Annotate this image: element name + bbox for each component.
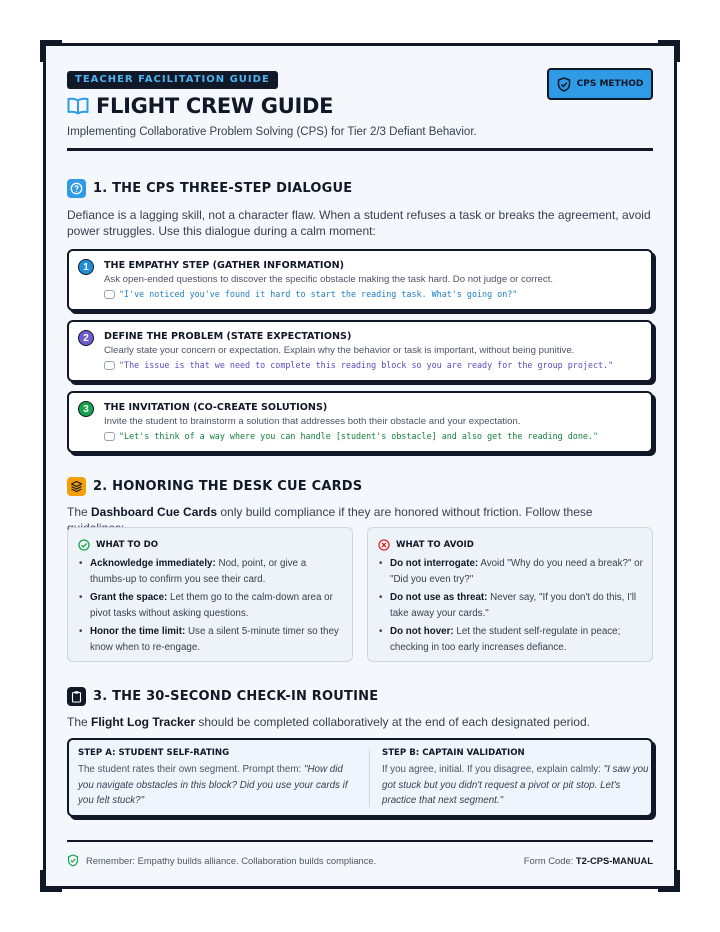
item-text: Nod, point, or give a thumbs-up to confirm you see their card. bbox=[90, 558, 307, 585]
intro-text: The bbox=[67, 505, 92, 519]
step-a-body: The student rates their own segment. Prompt them: bbox=[78, 764, 304, 775]
section-1-heading bbox=[67, 179, 352, 198]
section-3-heading bbox=[67, 687, 378, 706]
form-code-label: Form Code: bbox=[523, 855, 576, 866]
what-to-do-card bbox=[67, 527, 353, 662]
item-text: Let them go to the calm-down area or pivot tasks without asking questions. bbox=[90, 592, 333, 619]
what-to-avoid-heading bbox=[378, 539, 474, 551]
step-title: THE INVITATION (CO-CREATE SOLUTIONS) bbox=[104, 402, 328, 413]
item-text: Use a silent 5-minute timer so they know when to re-engage. bbox=[90, 626, 339, 653]
frame-corner bbox=[658, 40, 680, 62]
footer-divider bbox=[67, 840, 653, 842]
check-in-steps-box bbox=[67, 738, 653, 817]
what-to-avoid-card bbox=[367, 527, 653, 662]
guide-page bbox=[43, 43, 677, 889]
frame-corner bbox=[40, 40, 62, 62]
section-2-heading bbox=[67, 477, 362, 496]
intro-text: only build compliance if they are honored without friction. Follow these bbox=[220, 505, 593, 519]
form-code bbox=[524, 855, 653, 866]
step-quote bbox=[104, 431, 598, 441]
section-1-intro: Defiance is a lagging skill, not a character flaw. When a student refuses a task or breaks the agreement, avoid power struggles. Use this dialogue during a calm moment: bbox=[67, 208, 651, 238]
step-card-define bbox=[67, 320, 653, 382]
shield-check-icon bbox=[67, 854, 79, 867]
step-quote-text: "I've noticed you've found it hard to start the reading task. What's going on?" bbox=[119, 289, 518, 299]
clipboard-icon bbox=[67, 687, 86, 706]
step-title: DEFINE THE PROBLEM (STATE EXPECTATIONS) bbox=[104, 331, 352, 342]
card-title: WHAT TO DO bbox=[96, 540, 159, 550]
speech-bubble-icon bbox=[104, 361, 115, 370]
intro-bold-term: Flight Log Tracker bbox=[91, 715, 196, 729]
step-quote-text: "Let's think of a way where you can handle [student's obstacle] and also get the reading done." bbox=[119, 431, 599, 441]
step-b-prompt: "I saw you got stuck but you didn't request a pivot or pit stop. Let's practice that next segment." bbox=[382, 764, 649, 807]
guide-tag: TEACHER FACILITATION GUIDE bbox=[67, 71, 278, 89]
shield-check-icon bbox=[557, 77, 571, 92]
intro-text: The bbox=[67, 715, 92, 729]
header-divider bbox=[67, 148, 653, 151]
item-bold: Acknowledge immediately: bbox=[90, 558, 216, 569]
step-b-body: If you agree, initial. If you disagree, explain calmly: bbox=[382, 764, 604, 775]
open-book-icon bbox=[67, 97, 89, 115]
step-b-title: STEP B: CAPTAIN VALIDATION bbox=[382, 748, 525, 758]
badge-label: CPS METHOD bbox=[576, 79, 644, 89]
item-bold: Do not hover: bbox=[390, 626, 454, 638]
step-description: Invite the student to brainstorm a solution that addresses both their obstacle and your expectation. bbox=[104, 416, 521, 427]
reminder-text: Remember: Empathy builds alliance. Collaboration builds compliance. bbox=[86, 855, 377, 866]
section-2-title: 2. HONORING THE DESK CUE CARDS bbox=[93, 479, 363, 494]
intro-bold-term: Dashboard Cue Cards bbox=[91, 505, 218, 519]
intro-text: should be completed collaboratively at the end of each designated period. bbox=[195, 715, 590, 729]
step-quote bbox=[104, 360, 613, 370]
frame-corner bbox=[658, 870, 680, 892]
item-text: Never say, "If you don't do this, I'll take away your cards." bbox=[390, 592, 637, 619]
layers-icon bbox=[67, 477, 86, 496]
item-bold: Honor the time limit: bbox=[90, 626, 186, 638]
list-item bbox=[378, 590, 644, 621]
item-text: Avoid "Why do you need a break?" or "Did you even try?" bbox=[390, 558, 643, 585]
card-title: WHAT TO AVOID bbox=[396, 540, 474, 550]
check-circle-icon bbox=[78, 539, 90, 551]
page-title: FLIGHT CREW GUIDE bbox=[96, 94, 334, 118]
list-item bbox=[78, 556, 344, 587]
step-b-text bbox=[382, 762, 652, 809]
step-b-column bbox=[382, 748, 652, 809]
item-bold: Do not interrogate: bbox=[390, 558, 479, 569]
step-description: Clearly state your concern or expectation. Explain why the behavior or task is important, without being punitive. bbox=[104, 345, 575, 356]
step-quote-text: "The issue is that we need to complete this reading block so you are ready for the group project." bbox=[119, 360, 614, 370]
page-subtitle: Implementing Collaborative Problem Solving (CPS) for Tier 2/3 Defiant Behavior. bbox=[67, 126, 477, 138]
column-divider bbox=[369, 749, 370, 807]
step-a-column bbox=[78, 748, 348, 809]
x-circle-icon bbox=[378, 539, 390, 551]
step-card-empathy bbox=[67, 249, 653, 311]
item-bold: Grant the space: bbox=[90, 592, 168, 604]
step-title: THE EMPATHY STEP (GATHER INFORMATION) bbox=[104, 260, 345, 271]
section-1-title: 1. THE CPS THREE-STEP DIALOGUE bbox=[93, 181, 353, 196]
what-to-do-heading bbox=[78, 539, 158, 551]
list-item bbox=[378, 624, 644, 655]
item-text: Let the student self-regulate in peace; checking in too early increases defiance. bbox=[390, 626, 621, 653]
step-a-title: STEP A: STUDENT SELF-RATING bbox=[78, 748, 230, 758]
form-code-value: T2-CPS-MANUAL bbox=[575, 855, 653, 866]
question-icon bbox=[67, 179, 86, 198]
cps-method-badge bbox=[547, 68, 653, 100]
section-3-intro bbox=[67, 714, 653, 730]
step-quote bbox=[104, 289, 517, 299]
step-number-badge: 2 bbox=[78, 330, 94, 346]
step-card-invitation bbox=[67, 391, 653, 453]
step-a-prompt: "How did you navigate obstacles in this block? Did you use your cards if you felt stuck?" bbox=[78, 764, 348, 807]
list-item bbox=[78, 624, 344, 655]
speech-bubble-icon bbox=[104, 290, 115, 299]
step-number-badge: 3 bbox=[78, 401, 94, 417]
list-item bbox=[78, 590, 344, 621]
title-row bbox=[67, 94, 333, 118]
avoid-list bbox=[378, 556, 644, 659]
list-item bbox=[378, 556, 644, 587]
step-number-badge: 1 bbox=[78, 259, 94, 275]
do-list bbox=[78, 556, 344, 659]
step-description: Ask open-ended questions to discover the specific obstacle making the task hard. Do not judge or correct. bbox=[104, 274, 554, 285]
speech-bubble-icon bbox=[104, 432, 115, 441]
section-3-title: 3. THE 30-SECOND CHECK-IN ROUTINE bbox=[93, 689, 379, 704]
frame-corner bbox=[40, 870, 62, 892]
step-a-text bbox=[78, 762, 348, 809]
footer-reminder bbox=[67, 854, 376, 867]
item-bold: Do not use as threat: bbox=[390, 592, 488, 604]
